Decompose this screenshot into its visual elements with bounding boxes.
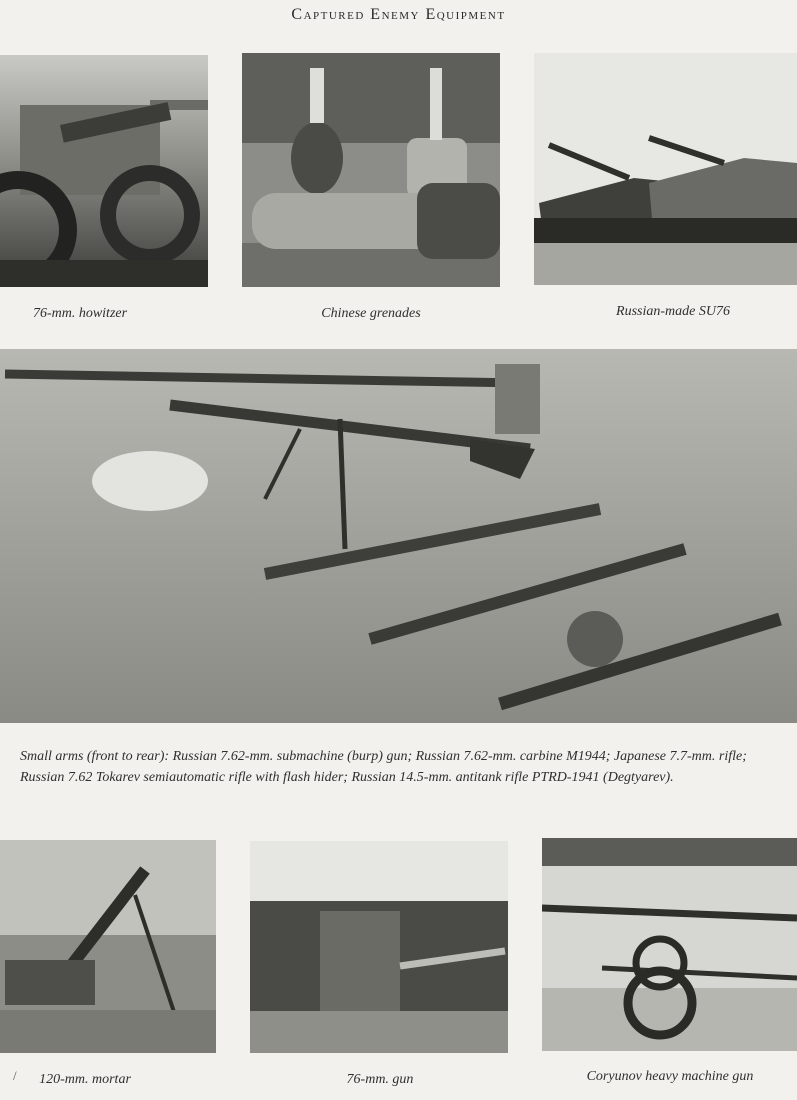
- photo-small-arms: [0, 349, 797, 723]
- caption-small-arms: Small arms (front to rear): Russian 7.62-mm. submachine (burp) gun; Russian 7.62-mm. carbine M1944; Japanese 7.7-mm. rifle; Russian 7.62 Tokarev semiautomatic rifle with flash hider; Russian 14.5-mm. antitank rifle PTRD-1941 (Degtyarev).: [20, 749, 747, 785]
- caption-120mm-mortar: 120-mm. mortar: [39, 1072, 131, 1087]
- photo-su76: [534, 53, 797, 285]
- margin-mark: /: [13, 1068, 17, 1083]
- photo-120mm-mortar: [0, 840, 216, 1053]
- caption-su76: Russian-made SU76: [616, 304, 730, 319]
- photo-76mm-gun: [250, 841, 508, 1053]
- photo-76mm-howitzer: [0, 55, 208, 287]
- caption-76mm-howitzer: 76-mm. howitzer: [32, 306, 128, 321]
- photo-goryunov-machine-gun: [542, 838, 797, 1051]
- page-title: Captured Enemy Equipment: [291, 6, 506, 23]
- caption-76mm-gun: 76-mm. gun: [346, 1072, 414, 1087]
- caption-chinese-grenades: Chinese grenades: [321, 306, 421, 321]
- caption-goryunov-machine-gun: Coryunov heavy machine gun: [586, 1069, 754, 1084]
- photo-chinese-grenades: [242, 53, 500, 287]
